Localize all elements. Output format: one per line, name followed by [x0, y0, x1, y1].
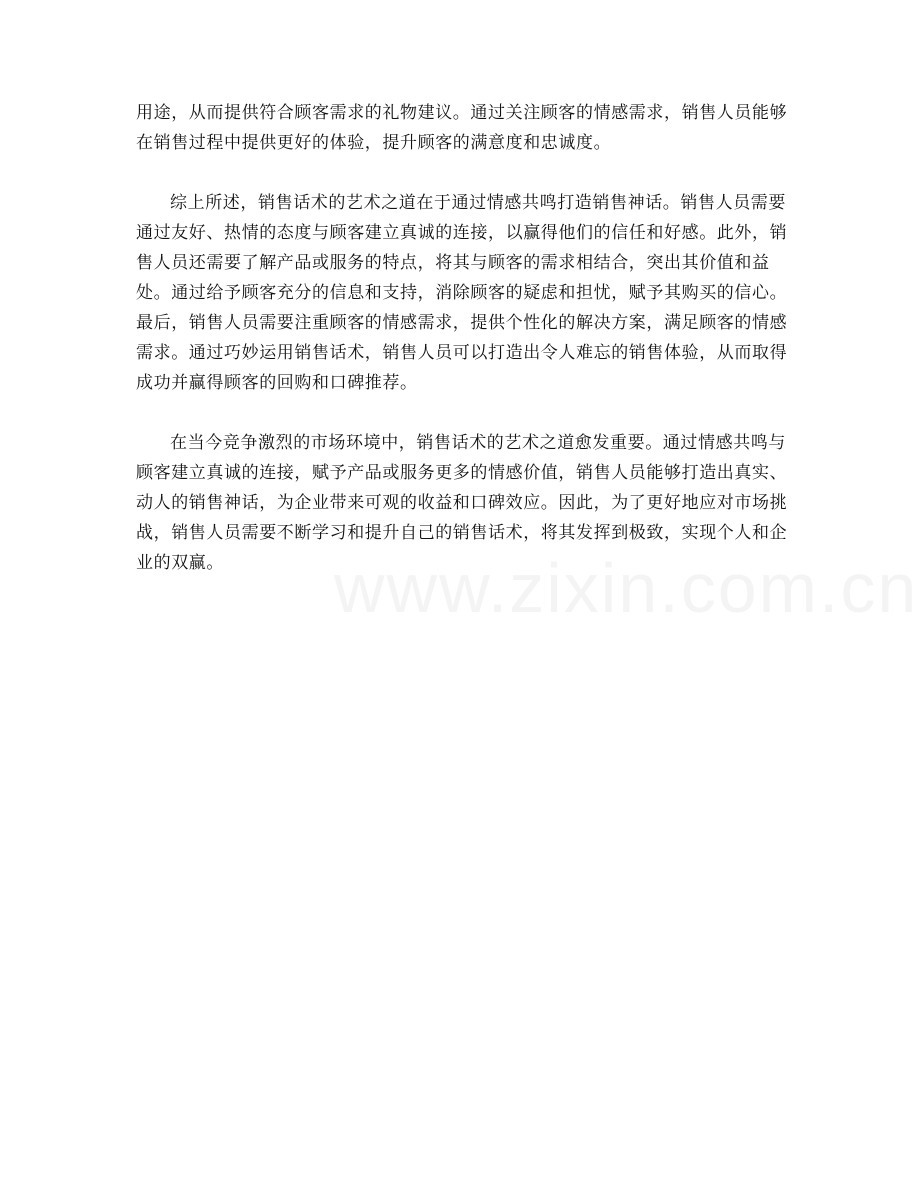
document-body: [136, 98, 788, 578]
paragraph-continuation: 用途，从而提供符合顾客需求的礼物建议。通过关注顾客的情感需求，销售人员能够在销售过程中提供更好的体验，提升顾客的满意度和忠诚度。: [136, 103, 788, 153]
paragraph-conclusion: 在当今竞争激烈的市场环境中，销售话术的艺术之道愈发重要。通过情感共鸣与顾客建立真诚的连接，赋予产品或服务更多的情感价值，销售人员能够打造出真实、动人的销售神话，为企业带来可观的收益和口碑效应。因此，为了更好地应对市场挑战，销售人员需要不断学习和提升自己的销售话术，将其发挥到极致，实现个人和企业的双赢。: [136, 433, 788, 573]
paragraph-summary: 综上所述，销售话术的艺术之道在于通过情感共鸣打造销售神话。销售人员需要通过友好、热情的态度与顾客建立真诚的连接，以赢得他们的信任和好感。此外，销售人员还需要了解产品或服务的特点，将其与顾客的需求相结合，突出其价值和益处。通过给予顾客充分的信息和支持，消除顾客的疑虑和担忧，赋予其购买的信心。最后，销售人员需要注重顾客的情感需求，提供个性化的解决方案，满足顾客的情感需求。通过巧妙运用销售话术，销售人员可以打造出令人难忘的销售体验，从而取得成功并赢得顾客的回购和口碑推荐。: [136, 193, 788, 393]
watermark: www.zixin.com.cn: [334, 549, 919, 627]
